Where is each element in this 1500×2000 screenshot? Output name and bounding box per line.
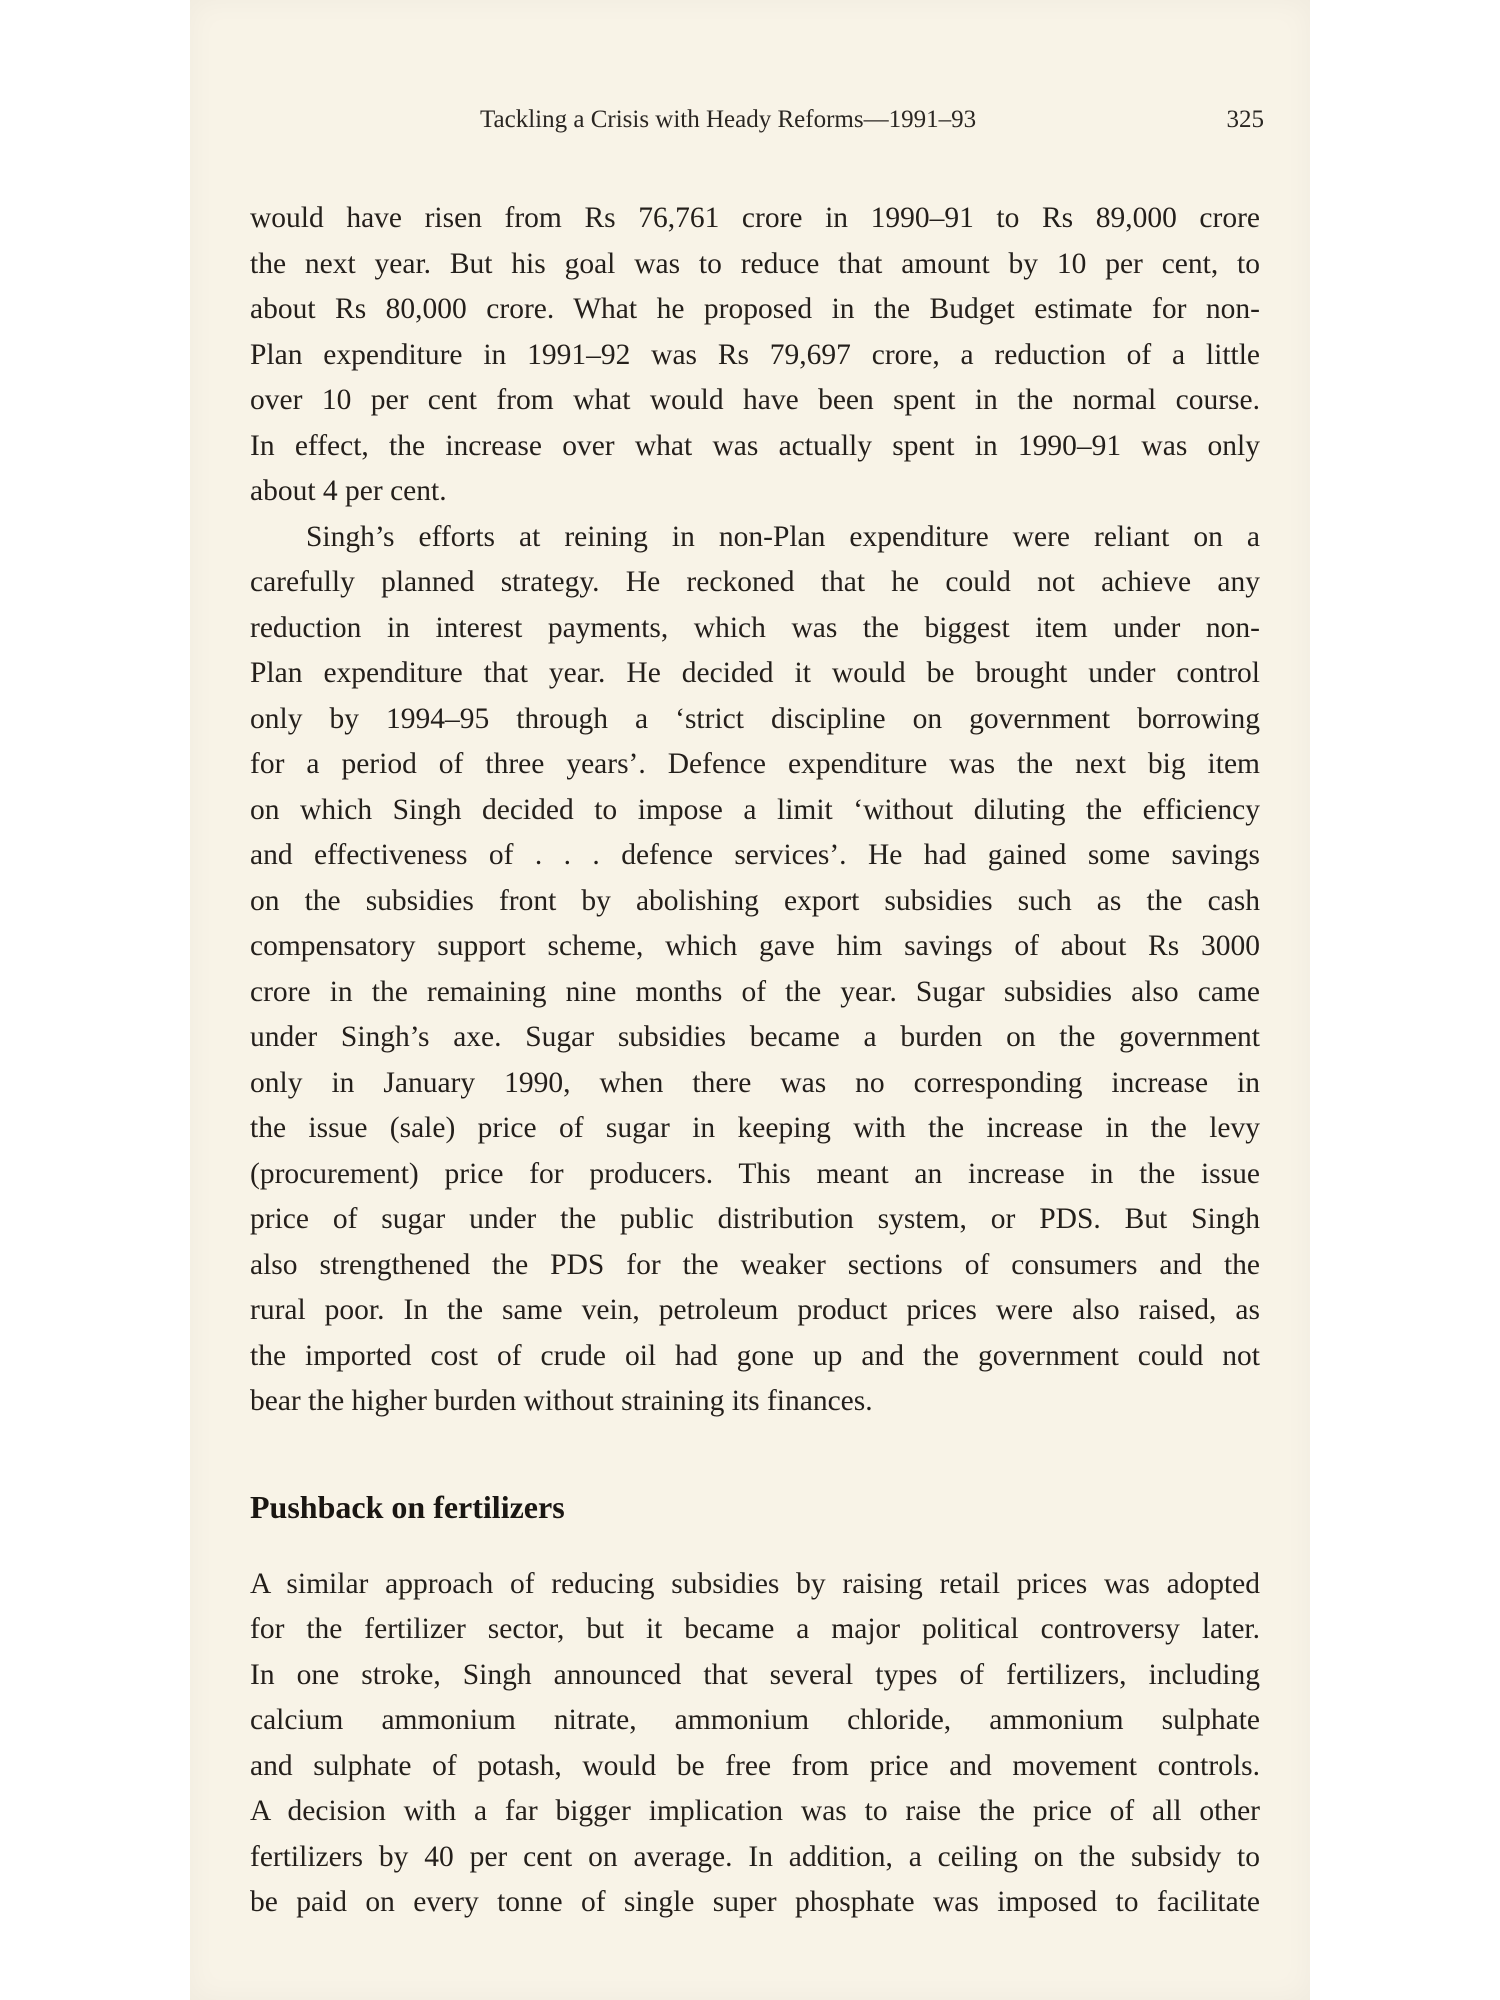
text-line: be paid on every tonne of single super phosphate was imposed to facilitate — [250, 1886, 1260, 1918]
text-line: the next year. But his goal was to reduce that amount by 10 per cent, to — [250, 247, 1260, 280]
text-line: Singh’s efforts at reining in non-Plan expenditure were reliant on a — [306, 520, 1260, 553]
text-line: and effectiveness of . . . defence services’. He had gained some savings — [250, 839, 1260, 871]
text-line: price of sugar under the public distribution system, or PDS. But Singh — [250, 1203, 1260, 1235]
text-line: compensatory support scheme, which gave him savings of about Rs 3000 — [250, 930, 1260, 962]
text-line: Plan expenditure in 1991–92 was Rs 79,697 crore, a reduction of a little — [250, 338, 1260, 371]
text-line: on the subsidies front by abolishing export subsidies such as the cash — [250, 884, 1260, 917]
page-number: 325 — [1226, 106, 1264, 133]
text-line: fertilizers by 40 per cent on average. In addition, a ceiling on the subsidy to — [250, 1840, 1260, 1873]
text-line: and sulphate of potash, would be free from price and movement controls. — [250, 1749, 1260, 1782]
text-line: the issue (sale) price of sugar in keeping with the increase in the levy — [250, 1112, 1260, 1144]
running-head-title: Tackling a Crisis with Heady Reforms—1991–93 — [480, 106, 977, 133]
text-line: on which Singh decided to impose a limit ‘without diluting the efficiency — [250, 793, 1260, 826]
text-line: about Rs 80,000 crore. What he proposed in the Budget estimate for non- — [250, 293, 1260, 325]
text-line: rural poor. In the same vein, petroleum product prices were also raised, as — [250, 1294, 1260, 1326]
text-line: for the fertilizer sector, but it became a major political controversy later. — [250, 1613, 1260, 1645]
text-line: crore in the remaining nine months of the year. Sugar subsidies also came — [250, 975, 1260, 1008]
text-line: calcium ammonium nitrate, ammonium chloride, ammonium sulphate — [250, 1704, 1260, 1736]
text-line: about 4 per cent. — [250, 475, 447, 507]
section-heading: Pushback on fertilizers — [250, 1488, 565, 1525]
text-line: A decision with a far bigger implication was to raise the price of all other — [250, 1795, 1260, 1827]
text-line: over 10 per cent from what would have been spent in the normal course. — [250, 384, 1260, 416]
text-line: the imported cost of crude oil had gone up and the government could not — [250, 1339, 1260, 1372]
text-line: In effect, the increase over what was actually spent in 1990–91 was only — [250, 429, 1260, 462]
text-line: also strengthened the PDS for the weaker sections of consumers and the — [250, 1248, 1260, 1281]
text-line: only in January 1990, when there was no corresponding increase in — [250, 1066, 1260, 1099]
text-line: Plan expenditure that year. He decided it would be brought under control — [250, 657, 1260, 689]
paragraph-1 — [250, 196, 1260, 515]
text-line: bear the higher burden without straining its finances. — [250, 1385, 873, 1417]
text-line: under Singh’s axe. Sugar subsidies became a burden on the government — [250, 1021, 1260, 1053]
text-line: for a period of three years’. Defence expenditure was the next big item — [250, 748, 1260, 780]
paragraph-3 — [250, 1562, 1260, 1926]
text-line: (procurement) price for producers. This meant an increase in the issue — [250, 1157, 1260, 1190]
text-line: A similar approach of reducing subsidies by raising retail prices was adopted — [250, 1567, 1260, 1600]
text-line: In one stroke, Singh announced that several types of fertilizers, including — [250, 1658, 1260, 1691]
paragraph-2 — [250, 515, 1260, 1425]
body-text — [250, 196, 1260, 1926]
text-line: carefully planned strategy. He reckoned that he could not achieve any — [250, 566, 1260, 598]
text-line: would have risen from Rs 76,761 crore in 1990–91 to Rs 89,000 crore — [250, 202, 1260, 234]
text-line: reduction in interest payments, which was the biggest item under non- — [250, 611, 1260, 644]
text-line: only by 1994–95 through a ‘strict discipline on government borrowing — [250, 702, 1260, 735]
